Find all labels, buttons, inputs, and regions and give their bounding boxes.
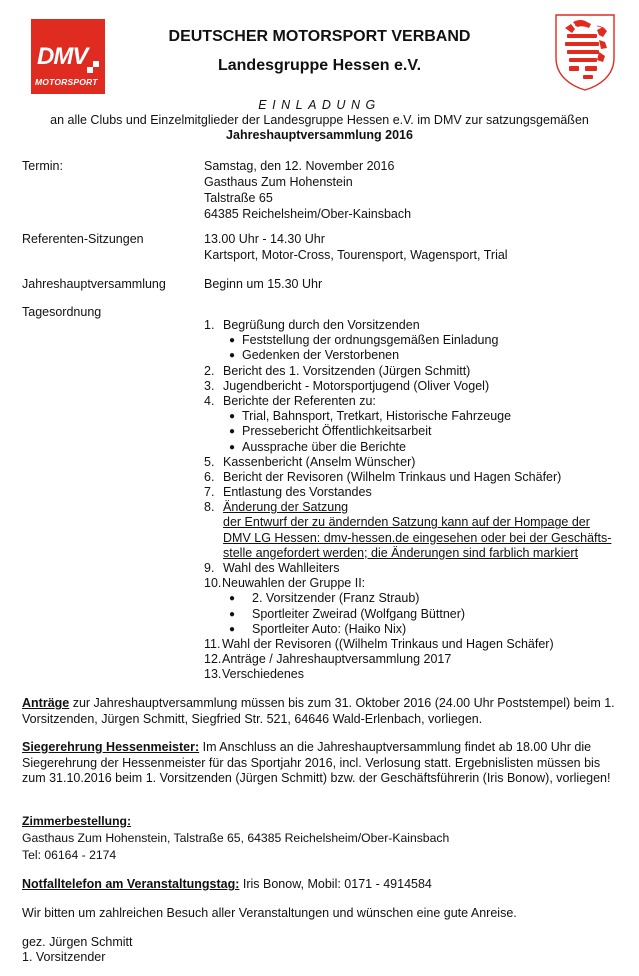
signature-block (22, 935, 627, 965)
antraege-paragraph (22, 696, 627, 727)
siegerehrung-paragraph (22, 740, 627, 787)
invitation-intro: an alle Clubs und Einzelmitglieder der Landesgruppe Hessen e.V. im DMV zur satzungsgemäßen (50, 113, 589, 127)
agenda-text: Berichte der Referenten zu: (223, 393, 376, 408)
referenten-time: 13.00 Uhr - 14.30 Uhr (204, 232, 325, 246)
logo-text-dmv: DMV (37, 43, 88, 70)
notfall-text: Iris Bonow, Mobil: 0171 - 4914584 (239, 877, 432, 891)
jhv-label: Jahreshauptversammlung (22, 277, 166, 291)
bullet-icon: ● (229, 441, 236, 453)
zimmer-heading: Zimmerbestellung: (22, 814, 132, 828)
agenda-text: Neuwahlen der Gruppe II: (222, 576, 366, 591)
agenda-continuation-text: der Entwurf der zu ändernden Satzung kann auf der Hompage der (223, 515, 590, 530)
zimmer-phone: Tel: 06164 - 2174 (22, 848, 117, 862)
agenda-number: 13. (204, 667, 222, 682)
agenda-number: 12. (204, 652, 222, 667)
agenda-number: 4. (204, 393, 215, 408)
agenda-subtext: Sportleiter Auto: (Haiko Nix) (252, 621, 407, 636)
agenda-continuation-text: stelle angefordert werden; die Änderungen sind farblich markiert (223, 545, 579, 560)
agenda-text: Entlastung des Vorstandes (223, 485, 372, 500)
agenda-number: 6. (204, 469, 215, 484)
agenda-subtext: Aussprache über die Berichte (242, 439, 406, 454)
agenda-text: Bericht des 1. Vorsitzenden (Jürgen Schmitt) (223, 363, 471, 378)
agenda-text: Verschiedenes (222, 667, 305, 682)
agenda-number: 2. (204, 363, 215, 378)
termin-label: Termin: (22, 159, 63, 173)
agenda-number: 3. (204, 378, 215, 393)
referenten-label: Referenten-Sitzungen (22, 232, 144, 246)
zimmer-address: Gasthaus Zum Hohenstein, Talstraße 65, 64385 Reichelsheim/Ober-Kainsbach (22, 831, 450, 845)
bullet-icon: ● (229, 335, 236, 347)
bullet-icon: ● (229, 593, 236, 605)
siegerehrung-heading: Siegerehrung Hessenmeister: (22, 740, 200, 754)
antraege-heading: Anträge (22, 696, 70, 710)
bullet-icon: ● (229, 426, 236, 438)
agenda-text: Anträge / Jahreshauptversammlung 2017 (222, 652, 452, 667)
agenda-text: Bericht der Revisoren (Wilhelm Trinkaus und Hagen Schäfer) (223, 469, 562, 484)
notfall-heading: Notfalltelefon am Veranstaltungstag: (22, 877, 240, 891)
agenda-subtext: 2. Vorsitzender (Franz Straub) (252, 591, 420, 606)
agenda-number: 9. (204, 561, 215, 575)
tagesordnung-label: Tagesordnung (22, 305, 102, 319)
termin-street: Talstraße 65 (204, 191, 273, 205)
termin-date: Samstag, den 12. November 2016 (204, 159, 395, 173)
agenda-text: Kassenbericht (Anselm Wünscher) (223, 454, 416, 469)
signature-title: 1. Vorsitzender (22, 950, 106, 964)
bullet-icon: ● (229, 608, 236, 620)
agenda-number: 11. (204, 636, 221, 651)
bullet-icon: ● (229, 623, 236, 635)
bullet-icon: ● (229, 411, 236, 423)
agenda-subtext: Pressebericht Öffentlichkeitsarbeit (242, 424, 432, 439)
agenda-text: Wahl des Wahlleiters (223, 561, 340, 575)
agenda-subtext: Sportleiter Zweirad (Wolfgang Büttner) (252, 606, 466, 621)
closing-text: Wir bitten um zahlreichen Besuch aller Veranstaltungen und wünschen eine gute Anreise. (22, 906, 517, 920)
agenda-continuation-text: DMV LG Hessen: dmv-hessen.de eingesehen oder bei der Geschäfts- (223, 530, 612, 545)
termin-venue: Gasthaus Zum Hohenstein (204, 175, 353, 189)
agenda-subtext: Gedenken der Verstorbenen (242, 348, 400, 363)
agenda-number: 5. (204, 454, 215, 469)
agenda-text: Jugendbericht - Motorsportjugend (Oliver Vogel) (223, 378, 490, 393)
logo-text-motorsport: MOTORSPORT (35, 77, 98, 87)
termin-city: 64385 Reichelsheim/Ober-Kainsbach (204, 207, 412, 221)
invitation-heading: EINLADUNG (258, 98, 381, 112)
zimmer-section (22, 813, 627, 864)
antraege-text: zur Jahreshauptversammlung müssen bis zum 31. Oktober 2016 (24.00 Uhr Poststempel) beim 1. Vorsitzenden, Jürgen Schmitt, Siegfried Str. 521, 64646 Wald-Erlenbach, vorliegen. (22, 696, 615, 726)
agenda-number: 7. (204, 485, 215, 500)
organization-title: DEUTSCHER MOTORSPORT VERBAND (168, 28, 471, 45)
bullet-icon: ● (229, 350, 236, 362)
agenda-number: 1. (204, 318, 215, 332)
event-title: Jahreshauptversammlung 2016 (226, 128, 413, 142)
signature-name: gez. Jürgen Schmitt (22, 935, 133, 949)
agenda-number: 10. (204, 576, 222, 591)
agenda-text: Wahl der Revisoren ((Wilhelm Trinkaus und Hagen Schäfer) (222, 636, 554, 651)
agenda-text: Begrüßung durch den Vorsitzenden (223, 318, 420, 332)
termin-details (204, 158, 411, 222)
jhv-value: Beginn um 15.30 Uhr (204, 277, 323, 291)
referenten-topics: Kartsport, Motor-Cross, Tourensport, Wagensport, Trial (204, 248, 508, 262)
agenda-subtext: Trial, Bahnsport, Tretkart, Historische Fahrzeuge (242, 409, 512, 424)
notfall-paragraph (22, 877, 627, 893)
agenda-text: Änderung der Satzung (223, 500, 349, 515)
siegerehrung-text: Im Anschluss an die Jahreshauptversammlung findet ab 18.00 Uhr die Siegerehrung der Hessenmeister für das Sportjahr 2016, incl. Verlosung statt. Ergebnislisten müssen bis zum 31.10.2016 beim 1. Vorsitzenden (Jürgen Schmitt) bzw. der Geschäftsführerin (Iris Bonow), vorliegen! (22, 740, 611, 785)
organization-subtitle: Landesgruppe Hessen e.V. (217, 57, 422, 74)
referenten-details (204, 231, 508, 263)
agenda-number: 8. (204, 500, 215, 515)
agenda-subtext: Feststellung der ordnungsgemäßen Einladung (242, 333, 499, 348)
hessen-coat-of-arms-icon (553, 12, 617, 92)
